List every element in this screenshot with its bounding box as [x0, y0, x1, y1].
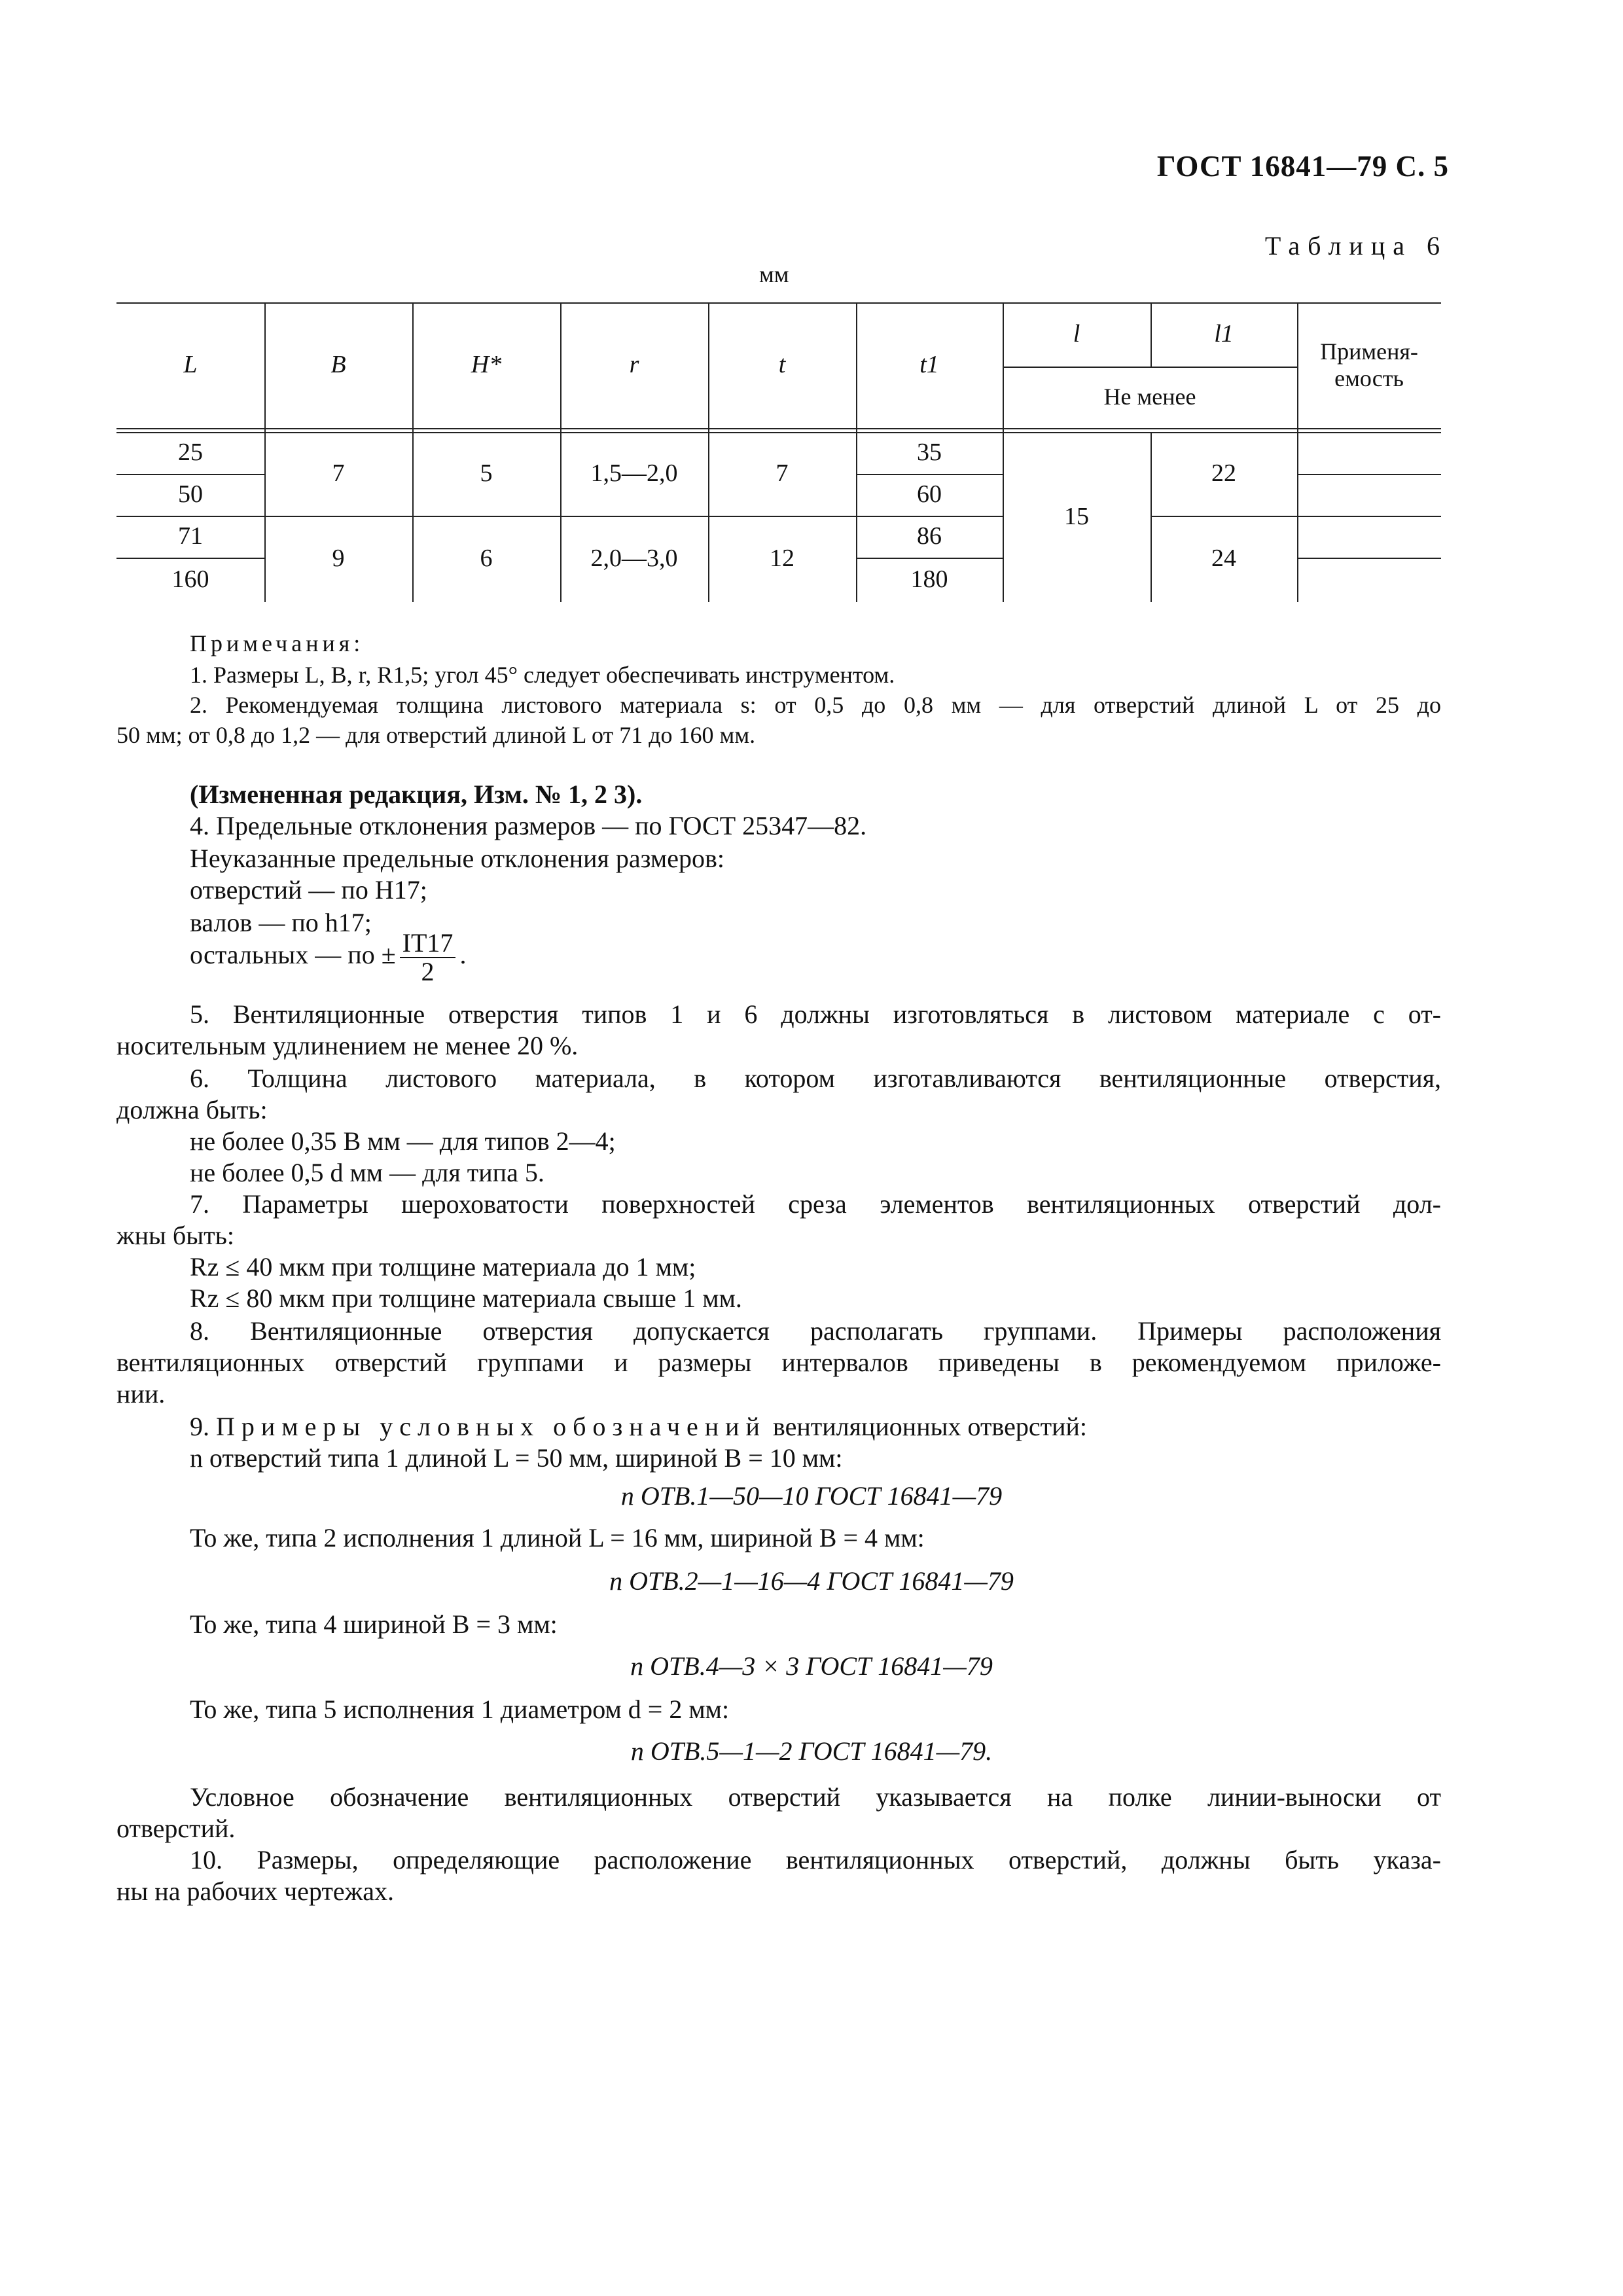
table-6: [116, 302, 1441, 602]
cell-L: 50: [178, 480, 203, 509]
para-9-rest: вентиляционных отверстий:: [772, 1412, 1087, 1441]
para-5-line-2: носительным удлинением не менее 20 %.: [116, 1031, 579, 1060]
cell-B: 7: [332, 459, 345, 488]
para-10-line-1: 10. Размеры, определяющие расположение вентиляционных отверстий, должны быть указа-: [190, 1845, 1441, 1874]
para-9-e-line-1: Условное обозначение вентиляционных отверстий указывается на полке линии-выноски от: [190, 1782, 1441, 1812]
note-1: 1. Размеры L, B, r, R1,5; угол 45° следует обеспечивать инструментом.: [190, 662, 895, 688]
cell-t: 12: [770, 545, 794, 573]
header-not-less: Не менее: [1103, 384, 1196, 410]
cell-H: 6: [480, 545, 493, 573]
header-applicability: Применя- емость: [1320, 338, 1418, 391]
para-4-d: [190, 929, 466, 986]
para-9-a: n отверстий типа 1 длиной L = 50 мм, шириной B = 10 мм:: [190, 1443, 843, 1473]
cell-t1: 60: [917, 480, 942, 509]
para-7-line-3: Rz ≤ 40 мкм при толщине материала до 1 мм;: [190, 1252, 696, 1282]
cell-r: 1,5—2,0: [590, 459, 678, 488]
cell-L: 71: [178, 522, 203, 550]
para-9-d: То же, типа 5 исполнения 1 диаметром d = 2 мм:: [190, 1695, 730, 1724]
para-8-line-3: нии.: [116, 1379, 166, 1408]
para-7-line-2: жны быть:: [116, 1221, 234, 1250]
fraction: [400, 929, 456, 986]
cell-l: 15: [1064, 503, 1089, 531]
cell-t1: 35: [917, 439, 942, 467]
para-5-line-1: 5. Вентиляционные отверстия типов 1 и 6 должны изготовляться в листовом материале с от-: [190, 999, 1441, 1029]
cell-t1: 180: [910, 565, 948, 594]
header-t: t: [778, 351, 786, 379]
para-7-line-1: 7. Параметры шероховатости поверхностей среза элементов вентиляционных отверстий дол-: [190, 1189, 1441, 1219]
example-2: n ОТВ.2—1—16—4 ГОСТ 16841—79: [609, 1566, 1014, 1596]
para-9-spaced: Примеры условных обозначений: [216, 1412, 766, 1441]
header-H: H*: [471, 351, 502, 379]
para-6-line-3: не более 0,35 B мм — для типов 2—4;: [190, 1126, 616, 1156]
para-6-line-4: не более 0,5 d мм — для типа 5.: [190, 1158, 544, 1187]
cell-t: 7: [776, 459, 789, 488]
header-l: l: [1073, 320, 1080, 348]
table-header-rule-1: [116, 428, 1441, 429]
para-4: 4. Предельные отклонения размеров — по ГОСТ 25347—82.: [190, 811, 867, 840]
header-r: r: [629, 351, 639, 379]
note-2-line-1: 2. Рекомендуемая толщина листового материала s: от 0,5 до 0,8 мм — для отверстий длиной L от 25 до: [190, 692, 1441, 718]
para-7-line-4: Rz ≤ 80 мкм при толщине материала свыше 1 мм.: [190, 1283, 742, 1313]
cell-t1: 86: [917, 522, 942, 550]
cell-l1: 22: [1211, 459, 1236, 488]
fraction-denominator: 2: [421, 957, 435, 986]
para-6-line-2: должна быть:: [116, 1095, 268, 1124]
para-4-b: отверстий — по H17;: [190, 875, 427, 905]
cell-L: 160: [171, 565, 209, 594]
cell-B: 9: [332, 545, 345, 573]
para-4-c: валов — по h17;: [190, 908, 372, 937]
table-unit: мм: [759, 261, 789, 287]
para-9-c: То же, типа 4 шириной B = 3 мм:: [190, 1609, 558, 1639]
cell-H: 5: [480, 459, 493, 488]
cell-l1: 24: [1211, 545, 1236, 573]
header-B: B: [330, 351, 346, 379]
row-rule: [1297, 558, 1441, 559]
para-9-b: То же, типа 2 исполнения 1 длиной L = 16 мм, шириной B = 4 мм:: [190, 1523, 925, 1552]
para-6-line-1: 6. Толщина листового материала, в котором изготавливаются вентиляционные отверстия,: [190, 1064, 1441, 1093]
page-title: ГОСТ 16841—79 С. 5: [1156, 150, 1449, 183]
table-caption: Таблица 6: [1264, 231, 1448, 260]
header-l1: l1: [1214, 320, 1234, 348]
para-8-line-2: вентиляционных отверстий группами и размеры интервалов приведены в рекомендуемом приложе-: [116, 1348, 1441, 1377]
cell-r: 2,0—3,0: [590, 545, 678, 573]
row-rule: [1297, 474, 1441, 475]
cell-L: 25: [178, 439, 203, 467]
para-8-line-1: 8. Вентиляционные отверстия допускается располагать группами. Примеры расположения: [190, 1316, 1441, 1346]
fraction-numerator: IT17: [400, 929, 456, 958]
para-10-line-2: ны на рабочих чертежах.: [116, 1876, 395, 1906]
note-2-line-2: 50 мм; от 0,8 до 1,2 — для отверстий длиной L от 71 до 160 мм.: [116, 722, 756, 748]
edition-note: (Измененная редакция, Изм. № 1, 2 3).: [190, 780, 643, 809]
header-t1: t1: [919, 351, 939, 379]
header-L: L: [183, 351, 198, 379]
para-4-d-end: .: [459, 940, 467, 970]
example-4: n ОТВ.5—1—2 ГОСТ 16841—79.: [630, 1736, 993, 1766]
para-9-heading: [190, 1411, 1087, 1442]
example-3: n ОТВ.4—3 × 3 ГОСТ 16841—79: [630, 1651, 993, 1681]
para-9-e-line-2: отверстий.: [116, 1814, 236, 1843]
example-1: n ОТВ.1—50—10 ГОСТ 16841—79: [620, 1481, 1003, 1511]
para-4-a: Неуказанные предельные отклонения размеров:: [190, 844, 724, 873]
para-4-d-text: остальных — по ±: [190, 940, 396, 970]
para-9-number: 9.: [190, 1412, 209, 1441]
notes-title: Примечания:: [190, 630, 365, 656]
